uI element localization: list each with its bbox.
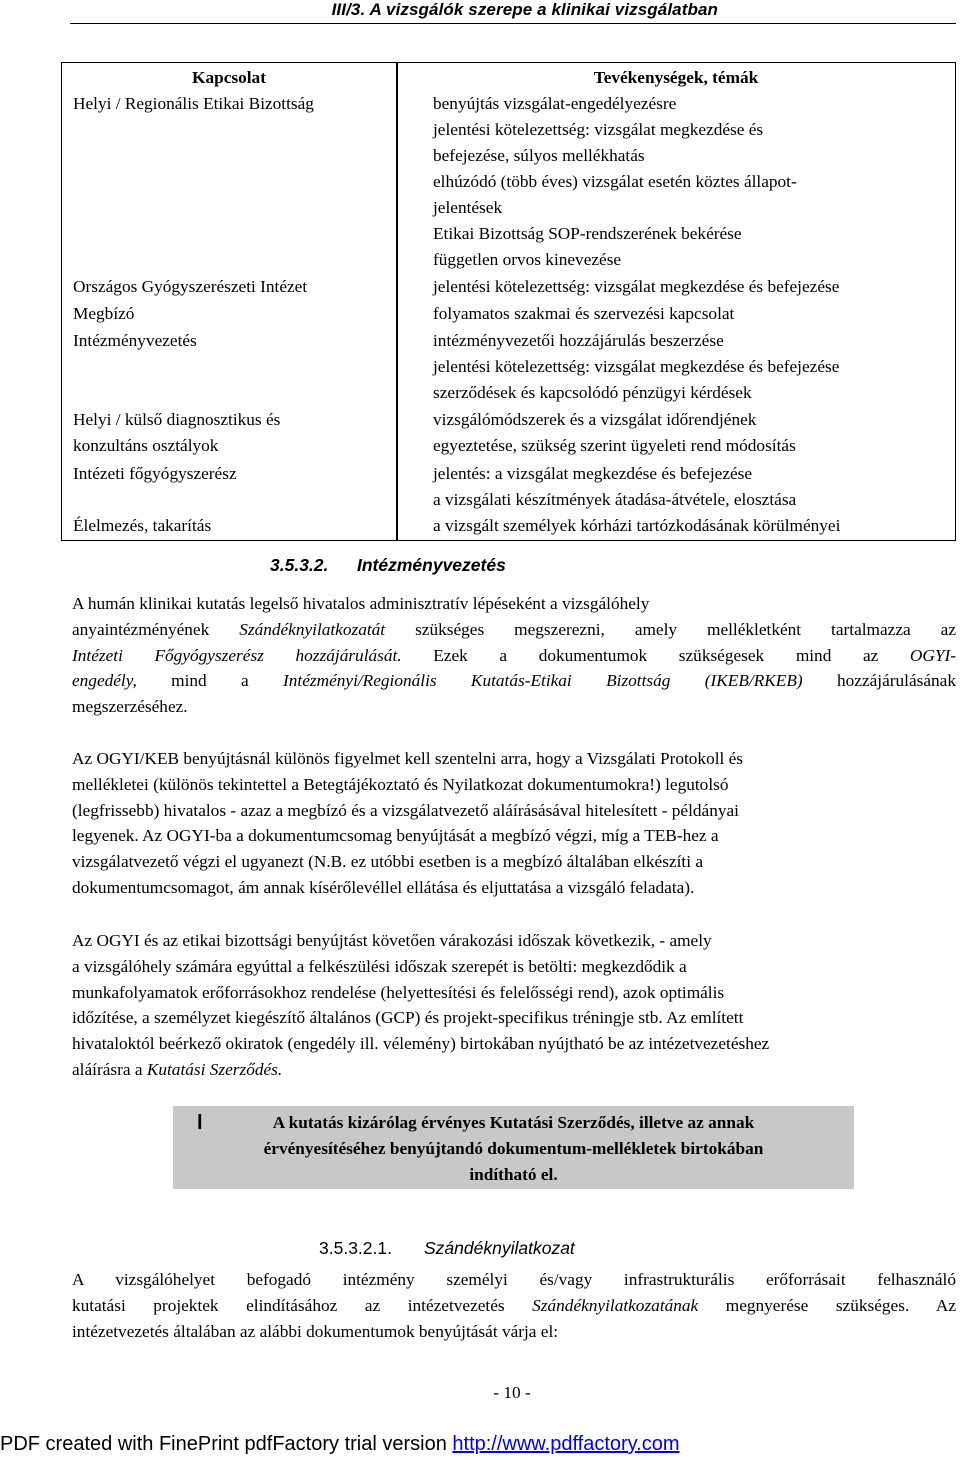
- subsection-title: Szándéknyilatkozat: [424, 1238, 575, 1258]
- paragraph-line: dokumentumcsomagot, ám annak kísérőlevéllel ellátása és eljuttatása a vizsgáló feladata).: [72, 877, 695, 897]
- table-right-line: folyamatos szakmai és szervezési kapcsolat: [433, 304, 735, 323]
- paragraph-line: A vizsgálóhelyet befogadó intézmény személyi és/vagy infrastrukturális erőforrásait felhasználó: [72, 1270, 956, 1289]
- section-heading: [270, 555, 506, 576]
- table-right-line: elhúzódó (több éves) vizsgálat esetén köztes állapot-: [433, 172, 797, 191]
- pdf-footer: [0, 1433, 680, 1456]
- paragraph-line: (legfrissebb) hivatalos - azaz a megbízó és a vizsgálatvezető aláírásásával hitelesített - példányai: [72, 800, 739, 820]
- table-left-cell: Helyi / külső diagnosztikus és: [73, 410, 281, 429]
- table-right-line: jelentési kötelezettség: vizsgálat megkezdése és: [433, 120, 764, 139]
- section-number: 3.5.3.2.: [270, 555, 329, 575]
- table-left-cell: Helyi / Regionális Etikai Bizottság: [73, 94, 314, 113]
- table-right-line: szerződések és kapcsolódó pénzügyi kérdések: [433, 383, 752, 402]
- paragraph-intent-letter: [72, 1267, 956, 1344]
- callout-line: érvényesítéséhez benyújtandó dokumentum-mellékletek birtokában: [263, 1139, 764, 1158]
- paragraph-line: vizsgálatvezető végzi el ugyanezt (N.B. ez utóbbi esetben is a megbízó általában elkészíti a: [72, 852, 703, 872]
- table-right-line: vizsgálómódszerek és a vizsgálat időrendjének: [433, 410, 757, 429]
- table-right-line: független orvos kinevezése: [433, 250, 622, 269]
- table-right-line: Etikai Bizottság SOP-rendszerének bekérése: [433, 224, 742, 243]
- paragraph-line: anyaintézményének Szándéknyilatkozatát szükséges megszerezni, amely mellékletként tartalmazza az: [72, 619, 956, 639]
- table-right-line: a vizsgálati készítmények átadása-átvétele, elosztása: [433, 490, 797, 509]
- section-title: Intézményvezetés: [357, 555, 506, 575]
- paragraph-line: Az OGYI és az etikai bizottsági benyújtást követően várakozási időszak következik, - amely: [72, 931, 712, 950]
- paragraph-line: aláírásra a Kutatási Szerződés.: [72, 1059, 283, 1079]
- table-right-line: jelentések: [433, 198, 503, 217]
- paragraph-line: kutatási projektek elindításához az intézetvezetés Szándéknyilatkozatának megnyerése szükséges. Az: [72, 1295, 956, 1315]
- paragraph-line: legyenek. Az OGYI-ba a dokumentumcsomag benyújtását a megbízó végzi, míg a TEB-hez a: [72, 826, 719, 846]
- paragraph-line: Az OGYI/KEB benyújtásnál különös figyelmet kell szentelni arra, hogy a Vizsgálati Protokoll és: [72, 749, 744, 768]
- footer-link[interactable]: http://www.pdffactory.com: [452, 1433, 680, 1455]
- paragraph-waiting-period: [72, 928, 956, 1083]
- paragraph-ogyi-keb: [72, 746, 956, 901]
- table-left-cell: Megbízó: [73, 304, 135, 323]
- table-left-cell: Országos Gyógyszerészeti Intézet: [73, 277, 308, 296]
- footer-text: PDF created with FinePrint pdfFactory trial version: [0, 1433, 453, 1455]
- roles-table: [61, 62, 956, 541]
- table-right-line: benyújtás vizsgálat-engedélyezésre: [433, 94, 677, 113]
- highlight-callout: [173, 1106, 854, 1189]
- page-number: - 10 -: [493, 1383, 531, 1402]
- table-left-cell: Intézeti főgyógyszerész: [73, 464, 237, 483]
- running-header-title: III/3. A vizsgálók szerepe a klinikai vizsgálatban: [331, 0, 718, 19]
- table-header-left: Kapcsolat: [192, 68, 266, 87]
- paragraph-line: hivataloktól beérkező okiratok (engedély ill. vélemény) birtokában nyújtható be az intézetvezetéshez: [72, 1034, 770, 1054]
- paragraph-line: engedély, mind a Intézményi/Regionális Kutatás-Etikai Bizottság (IKEB/RKEB) hozzájárulásának: [72, 671, 956, 691]
- paragraph-line: intézetvezetés általában az alábbi dokumentumok benyújtását várja el:: [72, 1321, 559, 1341]
- paragraph-intro: [72, 591, 956, 720]
- paragraph-line: időzítése, a személyzet kiegészítő általános (GCP) és projekt-specifikus tréningje stb. Az említett: [72, 1008, 744, 1028]
- header-rule: [70, 23, 956, 24]
- paragraph-line: a vizsgálóhely számára egyúttal a felkészülési időszak szerepét is betölti: megkezdődik a: [72, 956, 687, 976]
- table-left-cell: Élelmezés, takarítás: [73, 516, 212, 535]
- subsection-number: 3.5.3.2.1.: [319, 1238, 392, 1258]
- callout-line: indítható el.: [469, 1165, 558, 1184]
- table-right-line: a vizsgált személyek kórházi tartózkodásának körülményei: [433, 516, 841, 535]
- table-right-line: jelentés: a vizsgálat megkezdése és befejezése: [433, 464, 753, 483]
- paragraph-line: mellékletei (különös tekintettel a Betegtájékoztató és Nyilatkozat dokumentumokra!) legutolsó: [72, 774, 729, 794]
- callout-line: A kutatás kizárólag érvényes Kutatási Szerződés, illetve az annak: [272, 1113, 755, 1132]
- table-left-cell: Intézményvezetés: [73, 331, 197, 350]
- paragraph-line: A humán klinikai kutatás legelső hivatalos adminisztratív lépéseként a vizsgálóhely: [72, 594, 650, 613]
- paragraph-line: megszerzéséhez.: [72, 697, 188, 717]
- table-right-line: egyeztetése, szükség szerint ügyeleti rend módosítás: [433, 436, 796, 455]
- paragraph-line: Intézeti Főgyógyszerész hozzájárulását. Ezek a dokumentumok szükségesek mind az OGYI-: [72, 645, 957, 665]
- table-right-line: jelentési kötelezettség: vizsgálat megkezdése és befejezése: [433, 277, 840, 296]
- table-right-line: jelentési kötelezettség: vizsgálat megkezdése és befejezése: [433, 357, 840, 376]
- paragraph-line: munkafolyamatok erőforrásokhoz rendelése (helyettesítési és felelősségi rend), azok optimális: [72, 982, 725, 1002]
- table-right-line: intézményvezetői hozzájárulás beszerzése: [433, 331, 724, 350]
- table-header-right: Tevékenységek, témák: [593, 68, 759, 87]
- table-column-separator: [396, 63, 398, 540]
- table-right-line: befejezése, súlyos mellékhatás: [433, 146, 645, 165]
- callout-marker: l: [197, 1112, 203, 1134]
- table-left-cell: konzultáns osztályok: [73, 436, 219, 455]
- subsection-heading: [319, 1238, 575, 1259]
